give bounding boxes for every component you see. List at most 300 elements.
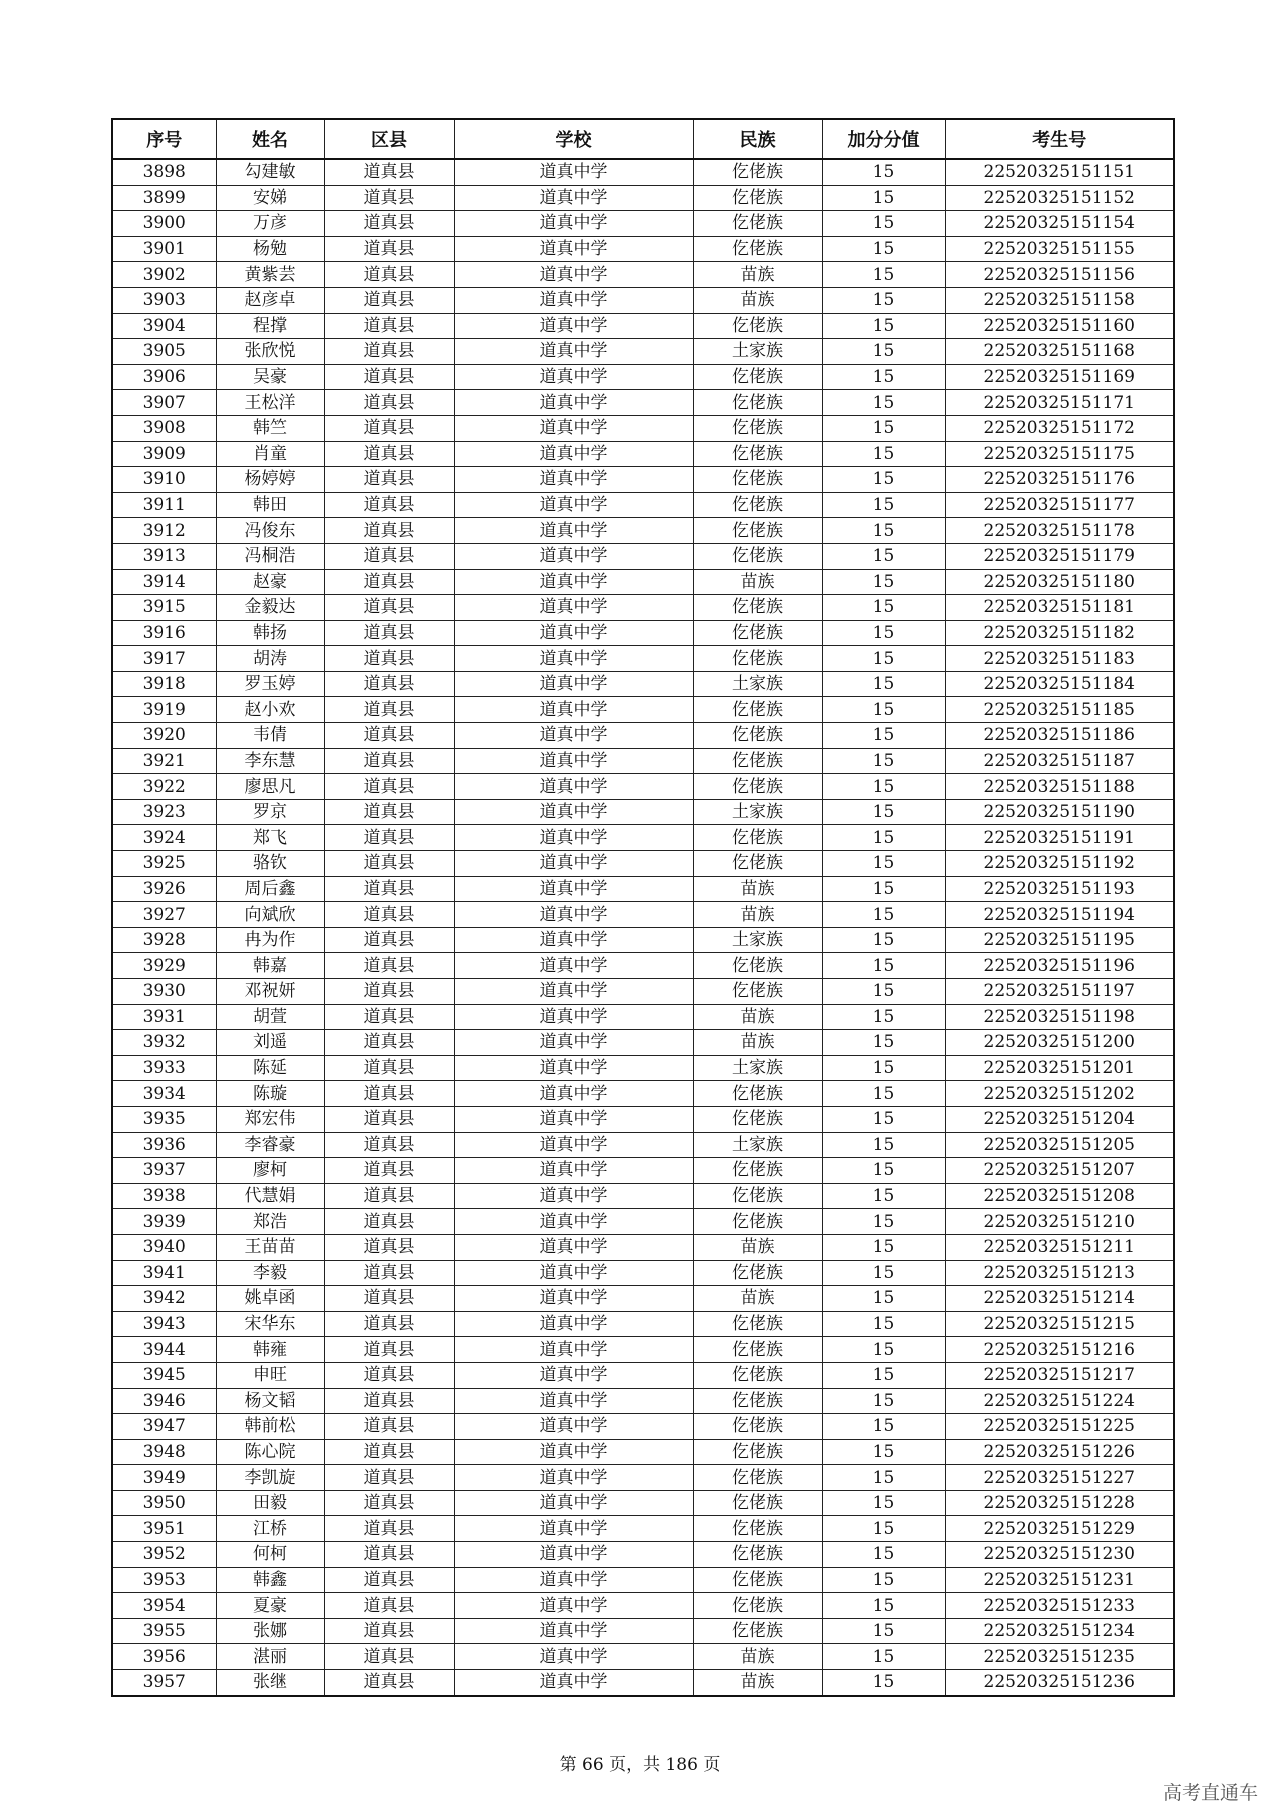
cell-school: 道真中学 [454, 287, 693, 313]
cell-exam-id: 22520325151154 [945, 211, 1174, 237]
cell-school: 道真中学 [454, 1234, 693, 1260]
cell-seq: 3955 [112, 1618, 216, 1644]
cell-county: 道真县 [324, 1106, 454, 1132]
cell-school: 道真中学 [454, 1490, 693, 1516]
table-row [112, 1260, 1174, 1286]
cell-county: 道真县 [324, 927, 454, 953]
cell-ethnicity: 仡佬族 [693, 620, 822, 646]
cell-bonus: 15 [822, 1644, 945, 1670]
cell-bonus: 15 [822, 543, 945, 569]
cell-county: 道真县 [324, 390, 454, 416]
cell-bonus: 15 [822, 339, 945, 365]
table-row [112, 1670, 1174, 1696]
cell-seq: 3945 [112, 1362, 216, 1388]
cell-name: 赵豪 [216, 569, 324, 595]
cell-county: 道真县 [324, 313, 454, 339]
cell-seq: 3933 [112, 1055, 216, 1081]
cell-school: 道真中学 [454, 1670, 693, 1696]
cell-exam-id: 22520325151205 [945, 1132, 1174, 1158]
cell-exam-id: 22520325151201 [945, 1055, 1174, 1081]
cell-school: 道真中学 [454, 825, 693, 851]
cell-ethnicity: 仡佬族 [693, 1260, 822, 1286]
cell-county: 道真县 [324, 1132, 454, 1158]
cell-seq: 3947 [112, 1414, 216, 1440]
cell-name: 韩扬 [216, 620, 324, 646]
cell-seq: 3928 [112, 927, 216, 953]
cell-name: 韩雍 [216, 1337, 324, 1363]
cell-seq: 3925 [112, 851, 216, 877]
table-row [112, 902, 1174, 928]
cell-ethnicity: 仡佬族 [693, 441, 822, 467]
cell-county: 道真县 [324, 287, 454, 313]
cell-bonus: 15 [822, 1311, 945, 1337]
cell-seq: 3937 [112, 1158, 216, 1184]
cell-seq: 3939 [112, 1209, 216, 1235]
cell-exam-id: 22520325151168 [945, 339, 1174, 365]
cell-name: 金毅达 [216, 595, 324, 621]
cell-exam-id: 22520325151196 [945, 953, 1174, 979]
cell-name: 廖思凡 [216, 774, 324, 800]
cell-seq: 3940 [112, 1234, 216, 1260]
cell-county: 道真县 [324, 1414, 454, 1440]
table-row [112, 1081, 1174, 1107]
cell-exam-id: 22520325151152 [945, 185, 1174, 211]
table-row [112, 774, 1174, 800]
cell-seq: 3942 [112, 1286, 216, 1312]
cell-exam-id: 22520325151200 [945, 1030, 1174, 1056]
cell-county: 道真县 [324, 339, 454, 365]
cell-school: 道真中学 [454, 799, 693, 825]
cell-ethnicity: 仡佬族 [693, 211, 822, 237]
table-row [112, 236, 1174, 262]
cell-exam-id: 22520325151217 [945, 1362, 1174, 1388]
cell-name: 张继 [216, 1670, 324, 1696]
cell-bonus: 15 [822, 774, 945, 800]
cell-county: 道真县 [324, 262, 454, 288]
cell-bonus: 15 [822, 441, 945, 467]
cell-name: 向斌欣 [216, 902, 324, 928]
cell-exam-id: 22520325151191 [945, 825, 1174, 851]
cell-school: 道真中学 [454, 671, 693, 697]
cell-seq: 3917 [112, 646, 216, 672]
cell-seq: 3909 [112, 441, 216, 467]
cell-exam-id: 22520325151155 [945, 236, 1174, 262]
cell-school: 道真中学 [454, 415, 693, 441]
cell-ethnicity: 仡佬族 [693, 1567, 822, 1593]
cell-name: 刘遥 [216, 1030, 324, 1056]
cell-seq: 3923 [112, 799, 216, 825]
cell-county: 道真县 [324, 825, 454, 851]
cell-name: 韩竺 [216, 415, 324, 441]
table-row [112, 1158, 1174, 1184]
cell-name: 宋华东 [216, 1311, 324, 1337]
cell-name: 申旺 [216, 1362, 324, 1388]
cell-county: 道真县 [324, 723, 454, 749]
cell-seq: 3910 [112, 467, 216, 493]
cell-county: 道真县 [324, 1516, 454, 1542]
cell-county: 道真县 [324, 518, 454, 544]
cell-name: 郑宏伟 [216, 1106, 324, 1132]
table-row [112, 1183, 1174, 1209]
cell-name: 李毅 [216, 1260, 324, 1286]
table-row [112, 979, 1174, 1005]
cell-name: 杨婷婷 [216, 467, 324, 493]
cell-school: 道真中学 [454, 979, 693, 1005]
cell-name: 江桥 [216, 1516, 324, 1542]
cell-school: 道真中学 [454, 1644, 693, 1670]
cell-bonus: 15 [822, 595, 945, 621]
cell-bonus: 15 [822, 1209, 945, 1235]
cell-exam-id: 22520325151224 [945, 1388, 1174, 1414]
cell-ethnicity: 仡佬族 [693, 825, 822, 851]
cell-ethnicity: 仡佬族 [693, 390, 822, 416]
cell-exam-id: 22520325151156 [945, 262, 1174, 288]
cell-name: 冯俊东 [216, 518, 324, 544]
cell-exam-id: 22520325151177 [945, 492, 1174, 518]
cell-county: 道真县 [324, 595, 454, 621]
cell-bonus: 15 [822, 1260, 945, 1286]
cell-bonus: 15 [822, 236, 945, 262]
cell-county: 道真县 [324, 1618, 454, 1644]
cell-name: 夏豪 [216, 1593, 324, 1619]
cell-county: 道真县 [324, 1337, 454, 1363]
cell-name: 邓祝妍 [216, 979, 324, 1005]
cell-ethnicity: 仡佬族 [693, 851, 822, 877]
table-row [112, 1388, 1174, 1414]
table-row [112, 569, 1174, 595]
table-row [112, 185, 1174, 211]
cell-ethnicity: 仡佬族 [693, 236, 822, 262]
cell-name: 韩嘉 [216, 953, 324, 979]
cell-bonus: 15 [822, 1618, 945, 1644]
cell-seq: 3935 [112, 1106, 216, 1132]
cell-exam-id: 22520325151176 [945, 467, 1174, 493]
cell-county: 道真县 [324, 851, 454, 877]
cell-exam-id: 22520325151172 [945, 415, 1174, 441]
cell-bonus: 15 [822, 1542, 945, 1568]
cell-seq: 3936 [112, 1132, 216, 1158]
cell-county: 道真县 [324, 441, 454, 467]
cell-bonus: 15 [822, 1286, 945, 1312]
cell-county: 道真县 [324, 492, 454, 518]
cell-bonus: 15 [822, 1414, 945, 1440]
table-row [112, 723, 1174, 749]
cell-bonus: 15 [822, 748, 945, 774]
cell-school: 道真中学 [454, 569, 693, 595]
cell-name: 韩田 [216, 492, 324, 518]
cell-bonus: 15 [822, 697, 945, 723]
cell-ethnicity: 仡佬族 [693, 1542, 822, 1568]
cell-name: 姚卓函 [216, 1286, 324, 1312]
cell-seq: 3957 [112, 1670, 216, 1696]
table-row [112, 1439, 1174, 1465]
cell-name: 郑浩 [216, 1209, 324, 1235]
table-row [112, 1055, 1174, 1081]
cell-name: 周后鑫 [216, 876, 324, 902]
cell-county: 道真县 [324, 1234, 454, 1260]
cell-name: 罗京 [216, 799, 324, 825]
cell-seq: 3951 [112, 1516, 216, 1542]
cell-exam-id: 22520325151229 [945, 1516, 1174, 1542]
cell-school: 道真中学 [454, 1106, 693, 1132]
cell-school: 道真中学 [454, 1516, 693, 1542]
cell-school: 道真中学 [454, 1030, 693, 1056]
cell-bonus: 15 [822, 159, 945, 185]
cell-bonus: 15 [822, 313, 945, 339]
table-row [112, 1030, 1174, 1056]
cell-ethnicity: 仡佬族 [693, 1311, 822, 1337]
table-row [112, 1542, 1174, 1568]
cell-name: 李凯旋 [216, 1465, 324, 1491]
cell-exam-id: 22520325151207 [945, 1158, 1174, 1184]
cell-ethnicity: 苗族 [693, 1234, 822, 1260]
cell-school: 道真中学 [454, 1081, 693, 1107]
cell-ethnicity: 仡佬族 [693, 1081, 822, 1107]
cell-exam-id: 22520325151235 [945, 1644, 1174, 1670]
cell-ethnicity: 仡佬族 [693, 415, 822, 441]
cell-bonus: 15 [822, 620, 945, 646]
cell-name: 勾建敏 [216, 159, 324, 185]
cell-bonus: 15 [822, 723, 945, 749]
cell-name: 赵小欢 [216, 697, 324, 723]
cell-county: 道真县 [324, 646, 454, 672]
cell-bonus: 15 [822, 569, 945, 595]
cell-bonus: 15 [822, 1106, 945, 1132]
cell-exam-id: 22520325151158 [945, 287, 1174, 313]
cell-county: 道真县 [324, 953, 454, 979]
cell-exam-id: 22520325151234 [945, 1618, 1174, 1644]
cell-ethnicity: 苗族 [693, 1004, 822, 1030]
cell-name: 代慧娟 [216, 1183, 324, 1209]
cell-name: 韩鑫 [216, 1567, 324, 1593]
cell-county: 道真县 [324, 1388, 454, 1414]
cell-school: 道真中学 [454, 1618, 693, 1644]
cell-exam-id: 22520325151226 [945, 1439, 1174, 1465]
cell-seq: 3938 [112, 1183, 216, 1209]
cell-bonus: 15 [822, 415, 945, 441]
table-row [112, 927, 1174, 953]
cell-exam-id: 22520325151195 [945, 927, 1174, 953]
cell-ethnicity: 仡佬族 [693, 492, 822, 518]
header-county: 区县 [324, 119, 454, 159]
cell-ethnicity: 仡佬族 [693, 518, 822, 544]
cell-bonus: 15 [822, 1490, 945, 1516]
cell-name: 肖童 [216, 441, 324, 467]
cell-ethnicity: 苗族 [693, 1030, 822, 1056]
cell-exam-id: 22520325151160 [945, 313, 1174, 339]
cell-seq: 3941 [112, 1260, 216, 1286]
watermark-text: 高考直通车 [1162, 1782, 1258, 1804]
cell-county: 道真县 [324, 236, 454, 262]
cell-name: 罗玉婷 [216, 671, 324, 697]
cell-exam-id: 22520325151181 [945, 595, 1174, 621]
cell-bonus: 15 [822, 492, 945, 518]
table-row [112, 543, 1174, 569]
table-row [112, 1209, 1174, 1235]
cell-ethnicity: 苗族 [693, 902, 822, 928]
cell-school: 道真中学 [454, 1567, 693, 1593]
cell-ethnicity: 土家族 [693, 1132, 822, 1158]
cell-school: 道真中学 [454, 1055, 693, 1081]
cell-seq: 3927 [112, 902, 216, 928]
cell-ethnicity: 仡佬族 [693, 774, 822, 800]
cell-exam-id: 22520325151202 [945, 1081, 1174, 1107]
student-bonus-table [111, 118, 1175, 1697]
cell-ethnicity: 仡佬族 [693, 595, 822, 621]
cell-exam-id: 22520325151183 [945, 646, 1174, 672]
cell-school: 道真中学 [454, 1414, 693, 1440]
cell-bonus: 15 [822, 646, 945, 672]
cell-seq: 3903 [112, 287, 216, 313]
cell-bonus: 15 [822, 1439, 945, 1465]
cell-ethnicity: 仡佬族 [693, 159, 822, 185]
table-row [112, 876, 1174, 902]
cell-bonus: 15 [822, 185, 945, 211]
cell-name: 王松洋 [216, 390, 324, 416]
table-row [112, 415, 1174, 441]
cell-school: 道真中学 [454, 467, 693, 493]
cell-name: 冯桐浩 [216, 543, 324, 569]
cell-seq: 3931 [112, 1004, 216, 1030]
cell-bonus: 15 [822, 390, 945, 416]
cell-bonus: 15 [822, 1567, 945, 1593]
table-row [112, 159, 1174, 185]
cell-name: 万彦 [216, 211, 324, 237]
cell-county: 道真县 [324, 671, 454, 697]
cell-school: 道真中学 [454, 236, 693, 262]
cell-exam-id: 22520325151179 [945, 543, 1174, 569]
cell-exam-id: 22520325151225 [945, 1414, 1174, 1440]
cell-school: 道真中学 [454, 364, 693, 390]
page-number: 第 66 页，共 186 页 [559, 1755, 721, 1775]
cell-bonus: 15 [822, 979, 945, 1005]
table-row [112, 1311, 1174, 1337]
cell-seq: 3934 [112, 1081, 216, 1107]
cell-county: 道真县 [324, 774, 454, 800]
cell-ethnicity: 仡佬族 [693, 364, 822, 390]
cell-ethnicity: 仡佬族 [693, 1490, 822, 1516]
table-row [112, 339, 1174, 365]
cell-exam-id: 22520325151194 [945, 902, 1174, 928]
table-row [112, 441, 1174, 467]
cell-county: 道真县 [324, 876, 454, 902]
table-row [112, 1337, 1174, 1363]
cell-exam-id: 22520325151211 [945, 1234, 1174, 1260]
cell-exam-id: 22520325151228 [945, 1490, 1174, 1516]
cell-ethnicity: 仡佬族 [693, 1414, 822, 1440]
cell-county: 道真县 [324, 1081, 454, 1107]
cell-seq: 3904 [112, 313, 216, 339]
cell-school: 道真中学 [454, 313, 693, 339]
table-row [112, 492, 1174, 518]
cell-ethnicity: 仡佬族 [693, 1362, 822, 1388]
cell-exam-id: 22520325151233 [945, 1593, 1174, 1619]
table-row [112, 390, 1174, 416]
cell-seq: 3949 [112, 1465, 216, 1491]
cell-bonus: 15 [822, 1055, 945, 1081]
cell-bonus: 15 [822, 287, 945, 313]
cell-school: 道真中学 [454, 748, 693, 774]
cell-seq: 3911 [112, 492, 216, 518]
cell-bonus: 15 [822, 927, 945, 953]
cell-ethnicity: 土家族 [693, 927, 822, 953]
cell-exam-id: 22520325151227 [945, 1465, 1174, 1491]
cell-county: 道真县 [324, 1542, 454, 1568]
cell-ethnicity: 仡佬族 [693, 697, 822, 723]
cell-county: 道真县 [324, 1567, 454, 1593]
cell-seq: 3914 [112, 569, 216, 595]
cell-name: 陈心院 [216, 1439, 324, 1465]
cell-county: 道真县 [324, 211, 454, 237]
header-ethnicity: 民族 [693, 119, 822, 159]
table-row [112, 364, 1174, 390]
cell-name: 安娣 [216, 185, 324, 211]
cell-ethnicity: 仡佬族 [693, 1439, 822, 1465]
cell-ethnicity: 仡佬族 [693, 185, 822, 211]
cell-exam-id: 22520325151184 [945, 671, 1174, 697]
table-row [112, 211, 1174, 237]
cell-name: 王苗苗 [216, 1234, 324, 1260]
table-row [112, 1490, 1174, 1516]
cell-exam-id: 22520325151151 [945, 159, 1174, 185]
cell-bonus: 15 [822, 1516, 945, 1542]
cell-county: 道真县 [324, 799, 454, 825]
cell-exam-id: 22520325151190 [945, 799, 1174, 825]
header-seq: 序号 [112, 119, 216, 159]
table-row [112, 1618, 1174, 1644]
cell-school: 道真中学 [454, 1593, 693, 1619]
cell-seq: 3916 [112, 620, 216, 646]
cell-exam-id: 22520325151192 [945, 851, 1174, 877]
cell-seq: 3905 [112, 339, 216, 365]
cell-seq: 3932 [112, 1030, 216, 1056]
table-row [112, 467, 1174, 493]
cell-name: 冉为作 [216, 927, 324, 953]
cell-seq: 3908 [112, 415, 216, 441]
table-row [112, 620, 1174, 646]
cell-ethnicity: 仡佬族 [693, 953, 822, 979]
cell-ethnicity: 仡佬族 [693, 1465, 822, 1491]
cell-county: 道真县 [324, 1311, 454, 1337]
cell-ethnicity: 仡佬族 [693, 646, 822, 672]
cell-ethnicity: 苗族 [693, 262, 822, 288]
cell-ethnicity: 仡佬族 [693, 748, 822, 774]
cell-school: 道真中学 [454, 262, 693, 288]
cell-seq: 3924 [112, 825, 216, 851]
cell-ethnicity: 仡佬族 [693, 1158, 822, 1184]
cell-seq: 3915 [112, 595, 216, 621]
cell-exam-id: 22520325151230 [945, 1542, 1174, 1568]
cell-exam-id: 22520325151180 [945, 569, 1174, 595]
cell-seq: 3926 [112, 876, 216, 902]
cell-name: 廖柯 [216, 1158, 324, 1184]
cell-school: 道真中学 [454, 1286, 693, 1312]
table-row [112, 1593, 1174, 1619]
cell-ethnicity: 土家族 [693, 1055, 822, 1081]
cell-bonus: 15 [822, 1234, 945, 1260]
cell-bonus: 15 [822, 1593, 945, 1619]
cell-school: 道真中学 [454, 646, 693, 672]
cell-name: 韩前松 [216, 1414, 324, 1440]
cell-school: 道真中学 [454, 441, 693, 467]
table-row [112, 595, 1174, 621]
header-name: 姓名 [216, 119, 324, 159]
cell-school: 道真中学 [454, 927, 693, 953]
cell-seq: 3930 [112, 979, 216, 1005]
cell-county: 道真县 [324, 1004, 454, 1030]
cell-school: 道真中学 [454, 543, 693, 569]
cell-school: 道真中学 [454, 1158, 693, 1184]
